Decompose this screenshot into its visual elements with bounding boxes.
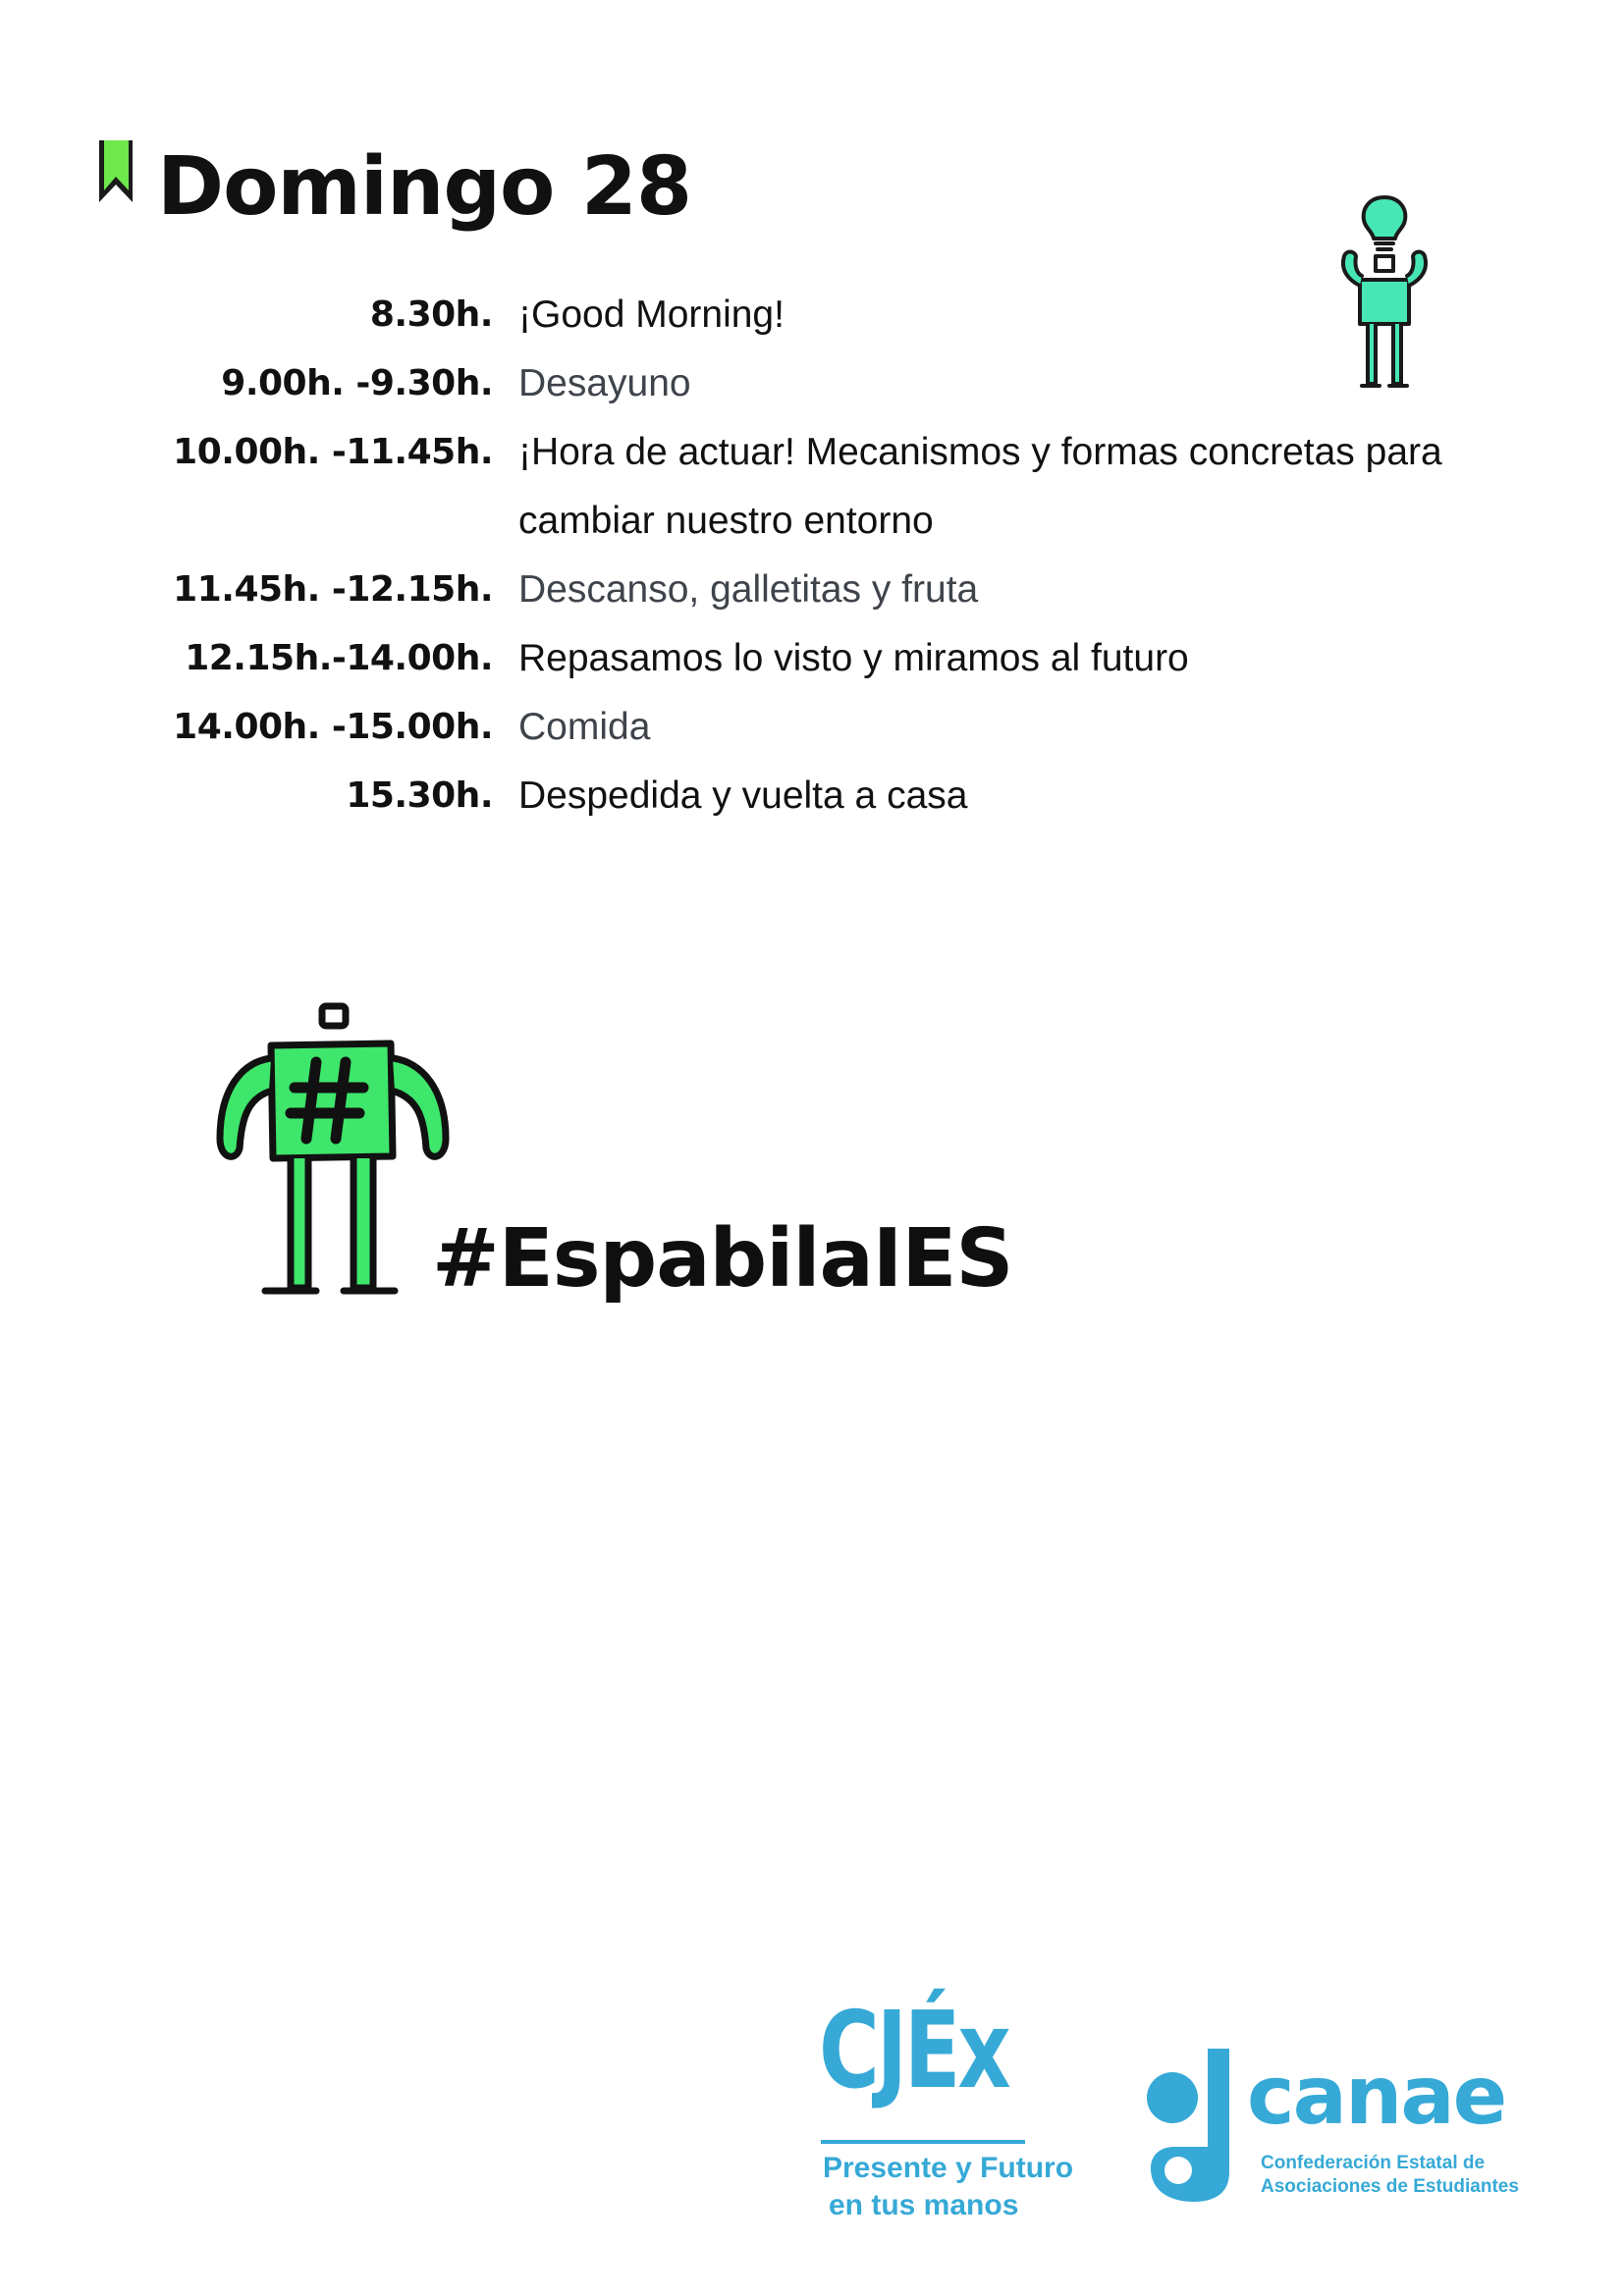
cjex-logo (815, 1990, 1080, 2228)
schedule-time: 9.00h. -9.30h. (221, 363, 493, 403)
schedule-activity: Desayuno (518, 362, 691, 404)
bookmark-icon (96, 137, 137, 206)
canae-logo (1139, 2047, 1551, 2204)
schedule-time: 10.00h. -11.45h. (173, 432, 493, 472)
cjex-logo-underline (821, 2140, 1025, 2144)
canae-subtitle-line-2: Asociaciones de Estudiantes (1261, 2176, 1519, 2197)
canae-subtitle-line-1: Confederación Estatal de (1261, 2153, 1486, 2173)
schedule-row (147, 624, 1542, 693)
schedule-activity: Comida (518, 706, 651, 748)
schedule-activity: ¡Good Morning! (518, 294, 785, 336)
canae-logo-wordmark: canae (1247, 2050, 1506, 2143)
cjex-logo-wordmark: CJÉx (819, 1990, 1008, 2112)
schedule-row (147, 418, 1542, 556)
cjex-tagline-line-2: en tus manos (829, 2189, 1019, 2221)
cjex-tagline-line-1: Presente y Futuro (823, 2152, 1074, 2184)
schedule-time: 15.30h. (346, 775, 493, 816)
canae-logo-symbol (1139, 2047, 1247, 2204)
schedule-activity: Repasamos lo visto y miramos al futuro (518, 637, 1189, 679)
schedule-activity: Despedida y vuelta a casa (518, 774, 968, 817)
schedule-time: 11.45h. -12.15h. (173, 569, 493, 610)
hashtag-figure-icon (206, 1001, 461, 1301)
schedule-time: 12.15h.-14.00h. (185, 638, 493, 678)
schedule-row (147, 556, 1542, 624)
schedule-activity: Descanso, galletitas y fruta (518, 568, 979, 611)
schedule-row (147, 349, 1542, 418)
schedule-list (147, 281, 1542, 830)
schedule-row (147, 281, 1542, 349)
schedule-row (147, 693, 1542, 762)
schedule-row (147, 762, 1542, 830)
schedule-time: 8.30h. (369, 294, 493, 335)
page-title: Domingo 28 (157, 140, 692, 234)
schedule-time: 14.00h. -15.00h. (173, 707, 493, 747)
campaign-hashtag: #EspabilaIES (432, 1212, 1013, 1306)
schedule-activity: ¡Hora de actuar! Mecanismos y formas concretas para cambiar nuestro entorno (518, 431, 1442, 542)
